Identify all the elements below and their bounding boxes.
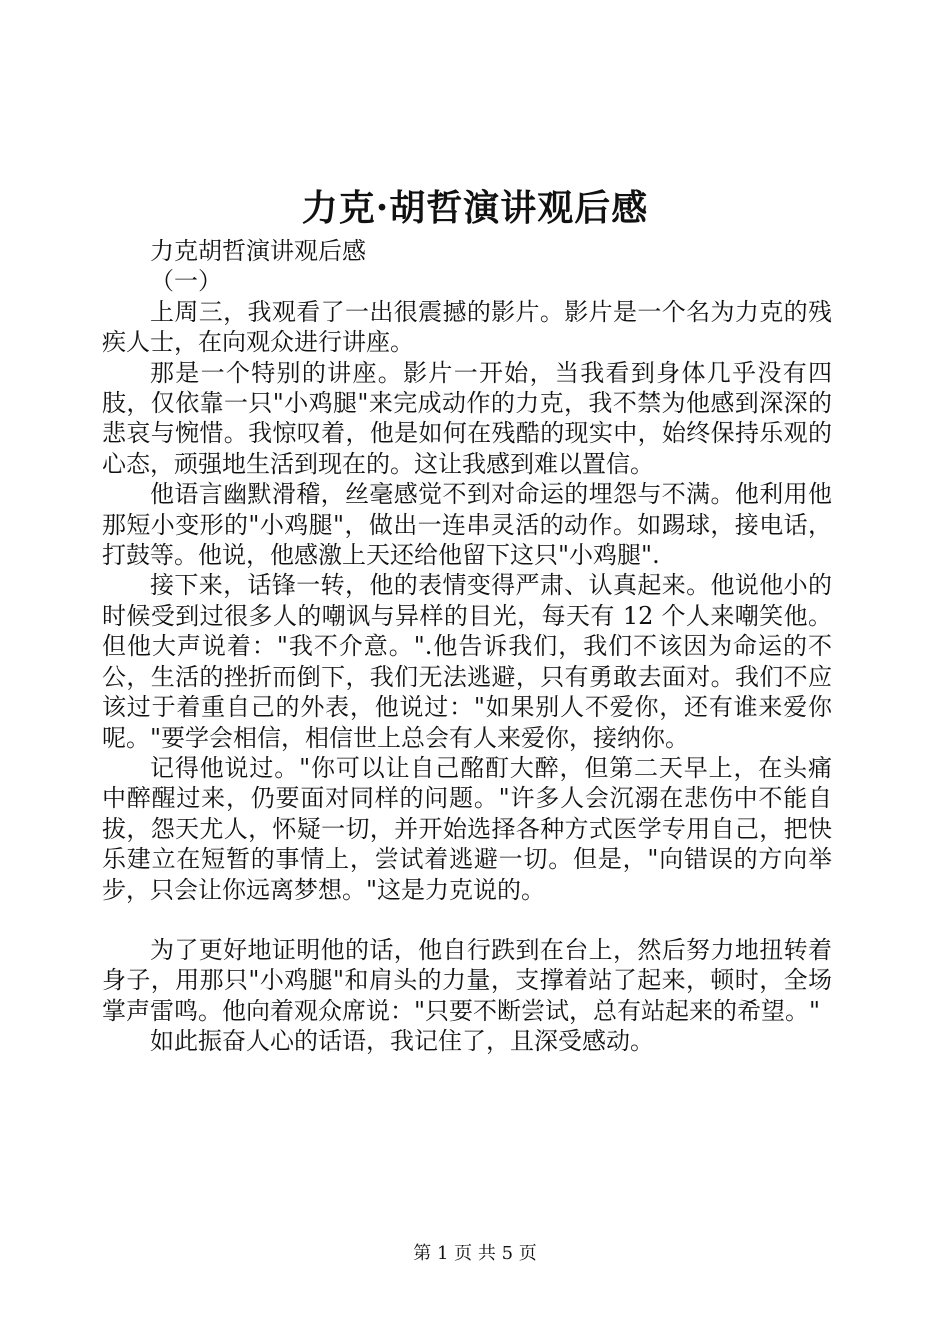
body-paragraph: 为了更好地证明他的话，他自行跌到在台上，然后努力地扭转着身子，用那只"小鸡腿"和肩头的力量，支撑着站了起来，顿时，全场掌声雷鸣。他向着观众席说："只要不断尝试，总有站起来的希望。" — [102, 935, 832, 1025]
body-paragraph: 他语言幽默滑稽，丝毫感觉不到对命运的埋怨与不满。他利用他那短小变形的"小鸡腿"，做出一连串灵活的动作。如踢球，接电话，打鼓等。他说，他感激上天还给他留下这只"小鸡腿". — [102, 480, 832, 570]
body-paragraph: 如此振奋人心的话语，我记住了，且深受感动。 — [150, 1027, 654, 1056]
section-number: （一） — [150, 267, 222, 296]
page-footer: 第 1 页 共 5 页 — [413, 1243, 537, 1264]
body-paragraph: 上周三，我观看了一出很震撼的影片。影片是一个名为力克的残疾人士，在向观众进行讲座。 — [102, 297, 832, 357]
subtitle-paragraph: 力克胡哲演讲观后感 — [150, 237, 366, 265]
body-paragraph: 那是一个特别的讲座。影片一开始，当我看到身体几乎没有四肢，仅依靠一只"小鸡腿"来完成动作的力克，我不禁为他感到深深的悲哀与惋惜。我惊叹着，他是如何在残酷的现实中，始终保持乐观的心态，顽强地生活到现在的。这让我感到难以置信。 — [102, 358, 832, 478]
body-paragraph: 记得他说过。"你可以让自己酩酊大醉，但第二天早上，在头痛中醉醒过来，仍要面对同样的问题。"许多人会沉溺在悲伤中不能自拔，怨天尤人，怀疑一切，并开始选择各种方式医学专用自己，把快乐建立在短暂的事情上，尝试着逃避一切。但是，"向错误的方向举步，只会让你远离梦想。"这是力克说的。 — [102, 753, 832, 904]
document-title: 力克·胡哲演讲观后感 — [301, 187, 649, 229]
body-paragraph: 接下来，话锋一转，他的表情变得严肃、认真起来。他说他小的时候受到过很多人的嘲讽与异样的目光，每天有 12 个人来嘲笑他。但他大声说着："我不介意。".他告诉我们，我们不该因为命运的不公，生活的挫折而倒下，我们无法逃避，只有勇敢去面对。我们不应该过于着重自己的外表，他说过："如果别人不爱你，还有谁来爱你呢。"要学会相信，相信世上总会有人来爱你，接纳你。 — [102, 571, 832, 752]
document-body — [102, 236, 832, 1057]
